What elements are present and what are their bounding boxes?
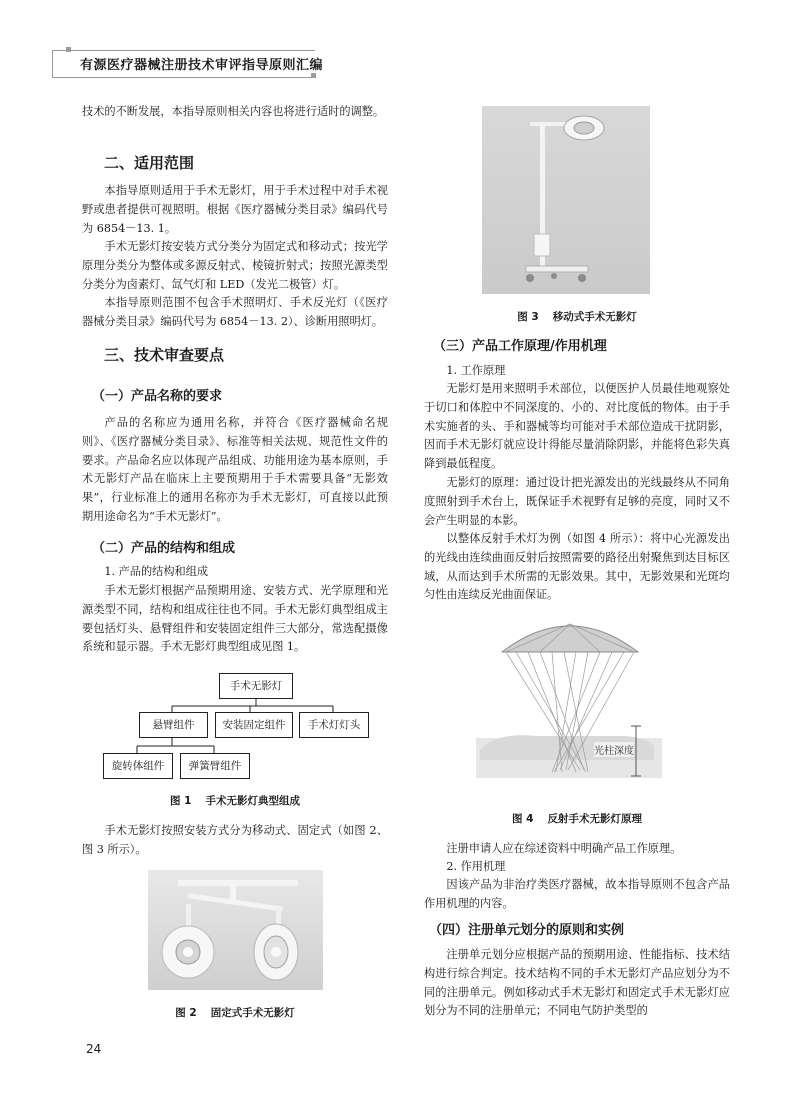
fig4-beam-depth-label: 光柱深度 — [594, 742, 634, 757]
structure-paragraph: 手术无影灯根据产品预期用途、安装方式、光学原理和光源类型不同，结构和组成往往也不同。手术无影灯典型组成主要包括灯头、悬臂组件和安装固定组件三大部分，常选配摄像系统和显示器。手术无影灯典型组成见图 1。 — [82, 584, 388, 654]
intro-paragraph: 技术的不断发展，本指导原则相关内容也将进行适时的调整。 — [82, 105, 385, 118]
mechanism-paragraph: 因该产品为非治疗类医疗器械，故本指导原则不包含产品作用机理的内容。 — [424, 878, 730, 910]
mechanism-subheading: 2. 作用机理 — [446, 860, 506, 873]
product-name-paragraph: 产品的名称应为通用名称，并符合《医疗器械命名规则》、《医疗器械分类目录》、标准等相关法规、规范性文件的要求。产品命名应以体现产品组成、功能用途为基本原则，手术无影灯产品在临床上主要预期用于手术需要具备“无影效果”，行业标准上的通用名称亦为手术无影灯，可直接以此预期用途命名为“手术无影灯”。 — [82, 416, 388, 523]
principle-subheading: 1. 工作原理 — [446, 364, 506, 377]
figure-4-diagram — [476, 620, 662, 798]
fig1-node-lamphead: 手术灯灯头 — [299, 712, 369, 738]
fig1-node-rotator: 旋转体组件 — [103, 753, 173, 779]
figure-3-caption: 图 3 移动式手术无影灯 — [517, 311, 637, 323]
header-dot-bottom — [311, 73, 316, 78]
principle-paragraph-2: 无影灯的原理：通过设计把光源发出的光线最终从不同角度照射到手术台上，既保证手术视野有足够的亮度，同时又不会产生明显的本影。 — [424, 476, 730, 527]
fig1-node-root: 手术无影灯 — [219, 673, 293, 699]
figure-4-caption: 图 4 反射手术无影灯原理 — [512, 813, 642, 825]
subsection-3-3-heading: （三）产品工作原理/作用机理 — [433, 339, 607, 354]
structure-subheading: 1. 产品的结构和组成 — [104, 565, 209, 578]
reflector-principle-image — [476, 620, 662, 798]
fixed-surgical-light-image — [148, 870, 323, 990]
subsection-3-1-heading: （一）产品名称的要求 — [92, 389, 223, 404]
fig1-node-spring-arm: 弹簧臂组件 — [180, 753, 250, 779]
principle-paragraph-4: 注册申请人应在综述资料中明确产品工作原理。 — [446, 842, 682, 855]
fig1-node-arm: 悬臂组件 — [139, 712, 208, 738]
figure-2-caption: 图 2 固定式手术无影灯 — [175, 1007, 295, 1019]
mounting-paragraph: 手术无影灯按照安装方式分为移动式、固定式（如图 2、图 3 所示）。 — [82, 824, 388, 856]
fig1-node-mount: 安装固定组件 — [215, 712, 293, 738]
mobile-surgical-light-image — [482, 106, 650, 294]
subsection-3-4-heading: （四）注册单元划分的原则和实例 — [429, 923, 625, 938]
header-dot-top — [66, 47, 71, 52]
figure-1-caption: 图 1 手术无影灯典型组成 — [170, 795, 300, 807]
principle-paragraph-3: 以整体反射手术灯为例（如图 4 所示）：将中心光源发出的光线由连续曲面反射后按照需要的路径出射聚焦到达目标区域，从而达到手术所需的无影效果。其中，无影效果和光斑均匀性由连续反光曲面保证。 — [424, 532, 730, 602]
subsection-3-2-heading: （二）产品的结构和组成 — [92, 541, 236, 556]
section-2-heading: 二、适用范围 — [104, 154, 195, 172]
running-header: 有源医疗器械注册技术审评指导原则汇编 — [80, 58, 324, 73]
page-number: 24 — [86, 1042, 102, 1056]
principle-paragraph-1: 无影灯是用来照明手术部位，以便医护人员最佳地观察处于切口和体腔中不同深度的、小的、对比度低的物体。由于手术实施者的头、手和器械等均可能对手术部位造成干扰阴影，因而手术无影灯就应设计得能尽量消除阴影，并能将色彩失真降到最低程度。 — [424, 382, 730, 471]
registration-unit-paragraph: 注册单元划分应根据产品的预期用途、性能指标、技术结构进行综合判定。技术结构不同的手术无影灯产品应划分为不同的注册单元。例如移动式手术无影灯和固定式手术无影灯应划分为不同的注册单元；不同电气防护类型的 — [424, 948, 730, 1018]
scope-paragraph-3: 本指导原则范围不包含手术照明灯、手术反光灯（《医疗器械分类目录》编码代号为 6854－13. 2）、诊断用照明灯。 — [82, 296, 388, 328]
scope-paragraph-2: 手术无影灯按安装方式分类分为固定式和移动式；按光学原理分类分为整体或多源反射式、棱镜折射式；按照光源类型分类分为卤素灯、氙气灯和 LED（发光二极管）灯。 — [82, 240, 388, 291]
figure-3-photo — [482, 106, 650, 294]
figure-2-photo — [148, 870, 323, 990]
section-3-heading: 三、技术审查要点 — [104, 346, 225, 364]
scope-paragraph-1: 本指导原则适用于手术无影灯，用于手术过程中对手术视野或患者提供可视照明。根据《医疗器械分类目录》编码代号为 6854－13. 1。 — [82, 184, 388, 235]
